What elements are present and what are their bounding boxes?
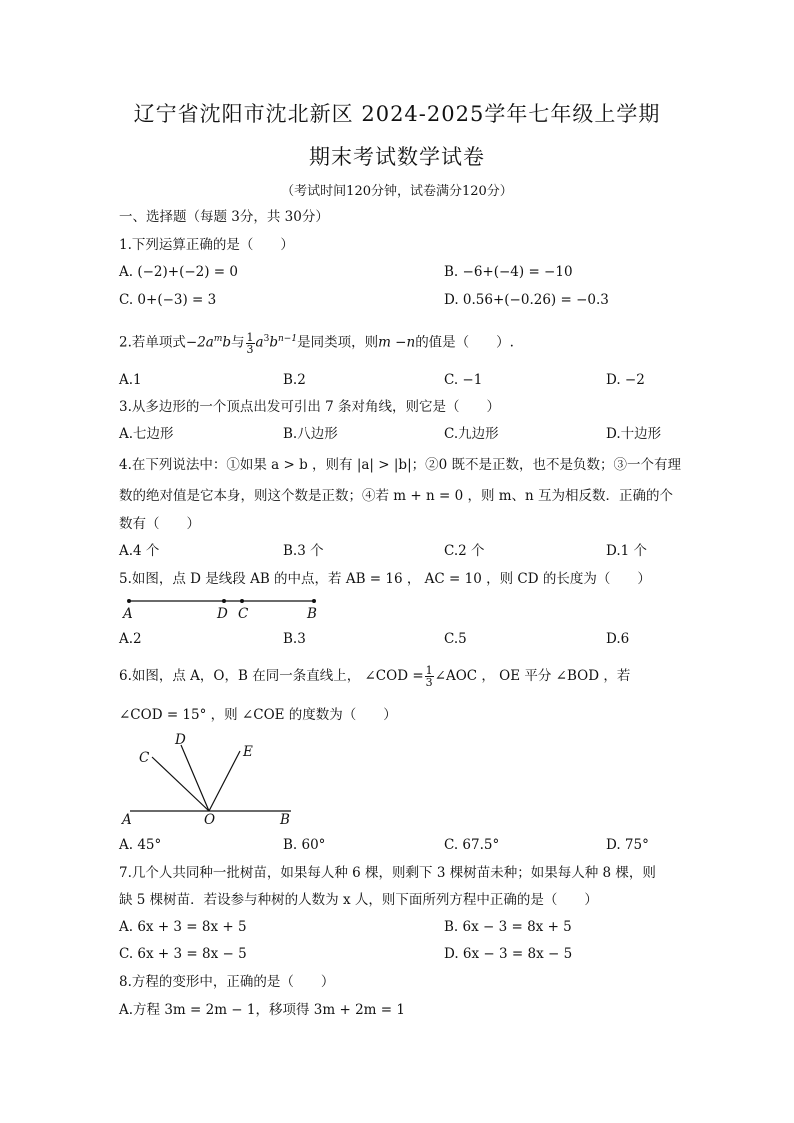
q8-stem: 8.方程的变形中，正确的是（ ）	[119, 974, 335, 990]
q2-term2-mid: b	[269, 334, 278, 351]
q8-option-a[interactable]: A.方程 3m = 2m − 1，移项得 3m + 2m = 1	[119, 1002, 405, 1018]
q3-option-b[interactable]: B.八边形	[283, 426, 338, 442]
q6-frac-den: 3	[425, 676, 433, 689]
q7-option-b[interactable]: B. 6x − 3 = 8x + 5	[444, 919, 572, 935]
q7-option-c[interactable]: C. 6x + 3 = 8x − 5	[119, 946, 247, 962]
ray-od	[181, 745, 209, 811]
q2-term2-sup1: 3	[263, 334, 270, 344]
q2-option-d[interactable]: D. −2	[606, 372, 645, 388]
q6-option-c[interactable]: C. 67.5°	[444, 837, 500, 853]
q6-frac-num: 1	[425, 664, 433, 677]
q5-label-b: B	[307, 606, 317, 622]
q2-connector: 与	[231, 334, 245, 351]
q7-option-d[interactable]: D. 6x − 3 = 8x − 5	[444, 946, 573, 962]
q3-option-a[interactable]: A.七边形	[119, 426, 174, 442]
q1-option-d[interactable]: D. 0.56+(−0.26) = −0.3	[444, 292, 609, 308]
q4-line1: 4.在下列说法中：①如果 a > b ，则有 |a| > |b|；②0 既不是正数，也不是负数；③一个有理	[119, 457, 681, 473]
q5-label-d: D	[217, 606, 228, 622]
q1-option-c[interactable]: C. 0+(−3) = 3	[119, 292, 217, 308]
q3-option-c[interactable]: C.九边形	[444, 426, 499, 442]
q2-stem-post: 是同类项，则	[297, 334, 379, 351]
q5-option-d[interactable]: D.6	[606, 631, 630, 647]
q2-option-b[interactable]: B.2	[283, 372, 306, 388]
q6-option-a[interactable]: A. 45°	[119, 837, 162, 853]
q4-option-a[interactable]: A.4 个	[119, 543, 160, 559]
q6-option-b[interactable]: B. 60°	[283, 837, 326, 853]
ray-oe	[209, 751, 240, 811]
q5-option-b[interactable]: B.3	[283, 631, 306, 647]
q3-option-d[interactable]: D.十边形	[606, 426, 662, 442]
q4-line2: 数的绝对值是它本身，则这个数是正数；④若 m + n = 0 ，则 m、n 互为相反数．正确的个	[119, 488, 674, 504]
q6-option-d[interactable]: D. 75°	[606, 837, 649, 853]
q2-term2: a	[255, 334, 264, 351]
q6-label-b: B	[280, 812, 290, 828]
q1-option-a[interactable]: A. (−2)+(−2) = 0	[119, 264, 238, 280]
q1-stem: 1.下列运算正确的是（ ）	[119, 237, 294, 253]
q4-option-d[interactable]: D.1 个	[606, 543, 648, 559]
q4-option-c[interactable]: C.2 个	[444, 543, 485, 559]
q4-line3: 数有（ ）	[119, 516, 200, 532]
q7-line2: 缺 5 棵树苗．若设参与种树的人数为 x 人，则下面所列方程中正确的是（ ）	[119, 892, 598, 908]
q2-term1-sup: m	[213, 334, 223, 344]
q2-expr: m −n	[378, 334, 416, 351]
q2-frac-den: 3	[246, 342, 254, 356]
q7-line1: 7.几个人共同种一批树苗，如果每人种 6 棵，则剩下 3 棵树苗未种；如果每人种 8 棵，则	[119, 865, 656, 881]
q6-label-a: A	[122, 812, 132, 828]
q4-option-b[interactable]: B.3 个	[283, 543, 324, 559]
q2-term1-tail: b	[222, 334, 232, 351]
q6-line2: ∠COD = 15° ，则 ∠COE 的度数为（ ）	[119, 707, 397, 723]
q6-label-c: C	[139, 750, 150, 766]
q2-stem-end: 的值是（ ）.	[415, 334, 514, 351]
exam-title-line2: 期末考试数学试卷	[309, 145, 485, 169]
section-heading: 一、选择题（每题 3分，共 30分）	[119, 209, 329, 225]
q2-term1: −2a	[185, 334, 214, 351]
q2-frac-num: 1	[246, 330, 254, 344]
q6-label-d: D	[175, 732, 186, 748]
q3-stem: 3.从多边形的一个顶点出发可引出 7 条对角线，则它是（ ）	[119, 399, 501, 415]
q7-option-a[interactable]: A. 6x + 3 = 8x + 5	[119, 919, 247, 935]
exam-title-line1: 辽宁省沈阳市沈北新区 2024-2025学年七年级上学期	[133, 102, 661, 126]
q5-label-c: C	[238, 606, 249, 622]
q6-label-e: E	[243, 744, 253, 760]
ray-oc	[152, 757, 209, 811]
q5-option-c[interactable]: C.5	[444, 631, 467, 647]
q6-label-o: O	[204, 812, 216, 828]
exam-note: （考试时间120分钟，试卷满分120分）	[281, 184, 513, 199]
q2-stem-pre: 2.若单项式	[119, 334, 186, 351]
q5-label-a: A	[123, 606, 133, 622]
q2-option-c[interactable]: C. −1	[444, 372, 483, 388]
q6-stem-post: ∠AOC ， OE 平分 ∠BOD ，若	[434, 668, 631, 684]
q2-option-a[interactable]: A.1	[119, 372, 142, 388]
q2-term2-sup2: n−1	[278, 334, 298, 344]
q5-stem: 5.如图，点 D 是线段 AB 的中点，若 AB = 16 ， AC = 10 ，则 CD 的长度为（ ）	[119, 571, 651, 587]
q6-stem-pre: 6.如图，点 A，O，B 在同一条直线上， ∠COD =	[119, 668, 424, 684]
q5-option-a[interactable]: A.2	[119, 631, 142, 647]
q1-option-b[interactable]: B. −6+(−4) = −10	[444, 264, 573, 280]
